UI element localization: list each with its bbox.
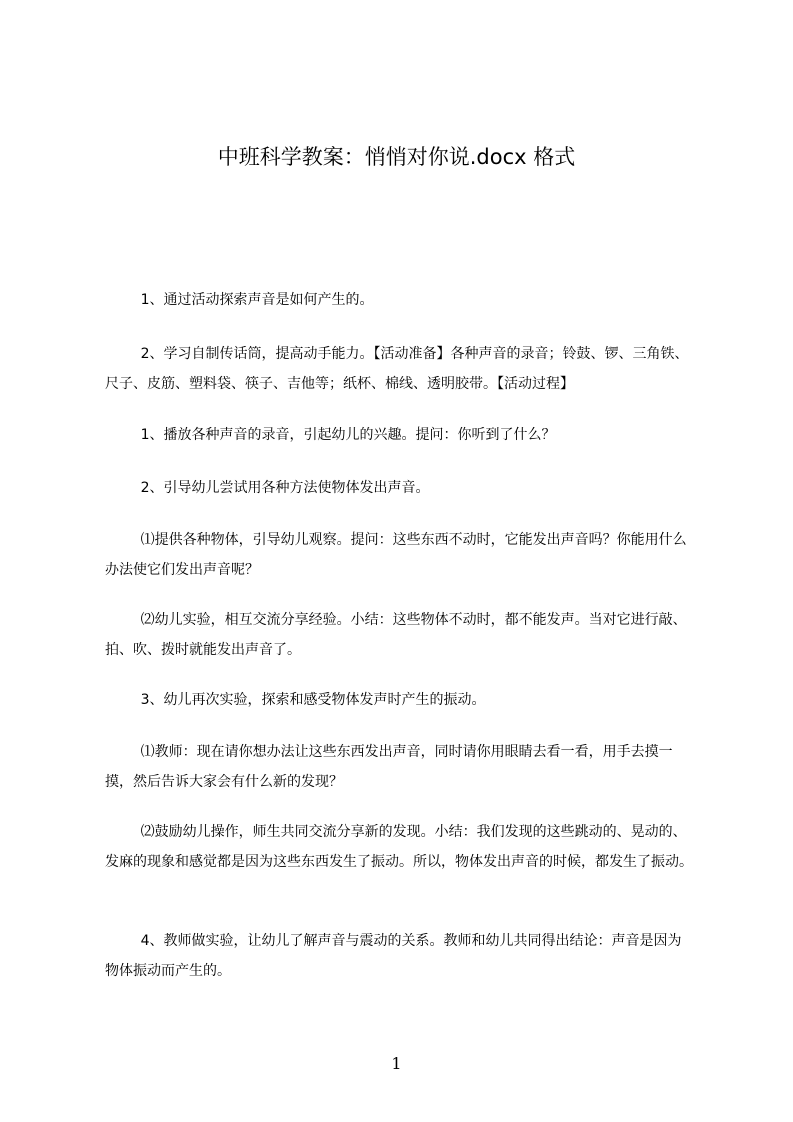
paragraph: 2、引导幼儿尝试用各种方法使物体发出声音。	[105, 480, 430, 496]
paragraph: 2、学习自制传话筒，提高动手能力。【活动准备】各种声音的录音；铃鼓、锣、三角铁、尺子、皮筋、塑料袋、筷子、吉他等；纸杯、棉线、透明胶带。【活动过程】	[105, 346, 689, 392]
paragraph: ⑴教师：现在请你想办法让这些东西发出声音，同时请你用眼睛去看一看，用手去摸一摸，然后告诉大家会有什么新的发现？	[105, 744, 673, 790]
paragraph: 3、幼儿再次实验，探索和感受物体发声时产生的振动。	[105, 692, 486, 708]
paragraph: ⑵幼儿实验，相互交流分享经验。小结：这些物体不动时，都不能发声。当对它进行敲、拍、吹、拨时就能发出声音了。	[105, 612, 687, 658]
paragraph: ⑵鼓励幼儿操作，师生共同交流分享新的发现。小结：我们发现的这些跳动的、晃动的、发麻的现象和感觉都是因为这些东西发生了振动。所以，物体发出声音的时候，都发生了振动。	[105, 824, 693, 870]
document-title: 中班科学教案：悄悄对你说.docx 格式	[217, 145, 576, 169]
paragraph: ⑴提供各种物体，引导幼儿观察。提问：这些东西不动时，它能发出声音吗？你能用什么办法使它们发出声音呢？	[105, 532, 687, 578]
page-number: 1	[391, 1054, 402, 1073]
paragraph: 4、教师做实验，让幼儿了解声音与震动的关系。教师和幼儿共同得出结论：声音是因为物体振动而产生的。	[105, 933, 682, 979]
paragraph: 1、通过活动探索声音是如何产生的。	[105, 292, 374, 308]
paragraph: 1、播放各种声音的录音，引起幼儿的兴趣。提问：你听到了什么？	[105, 427, 556, 443]
